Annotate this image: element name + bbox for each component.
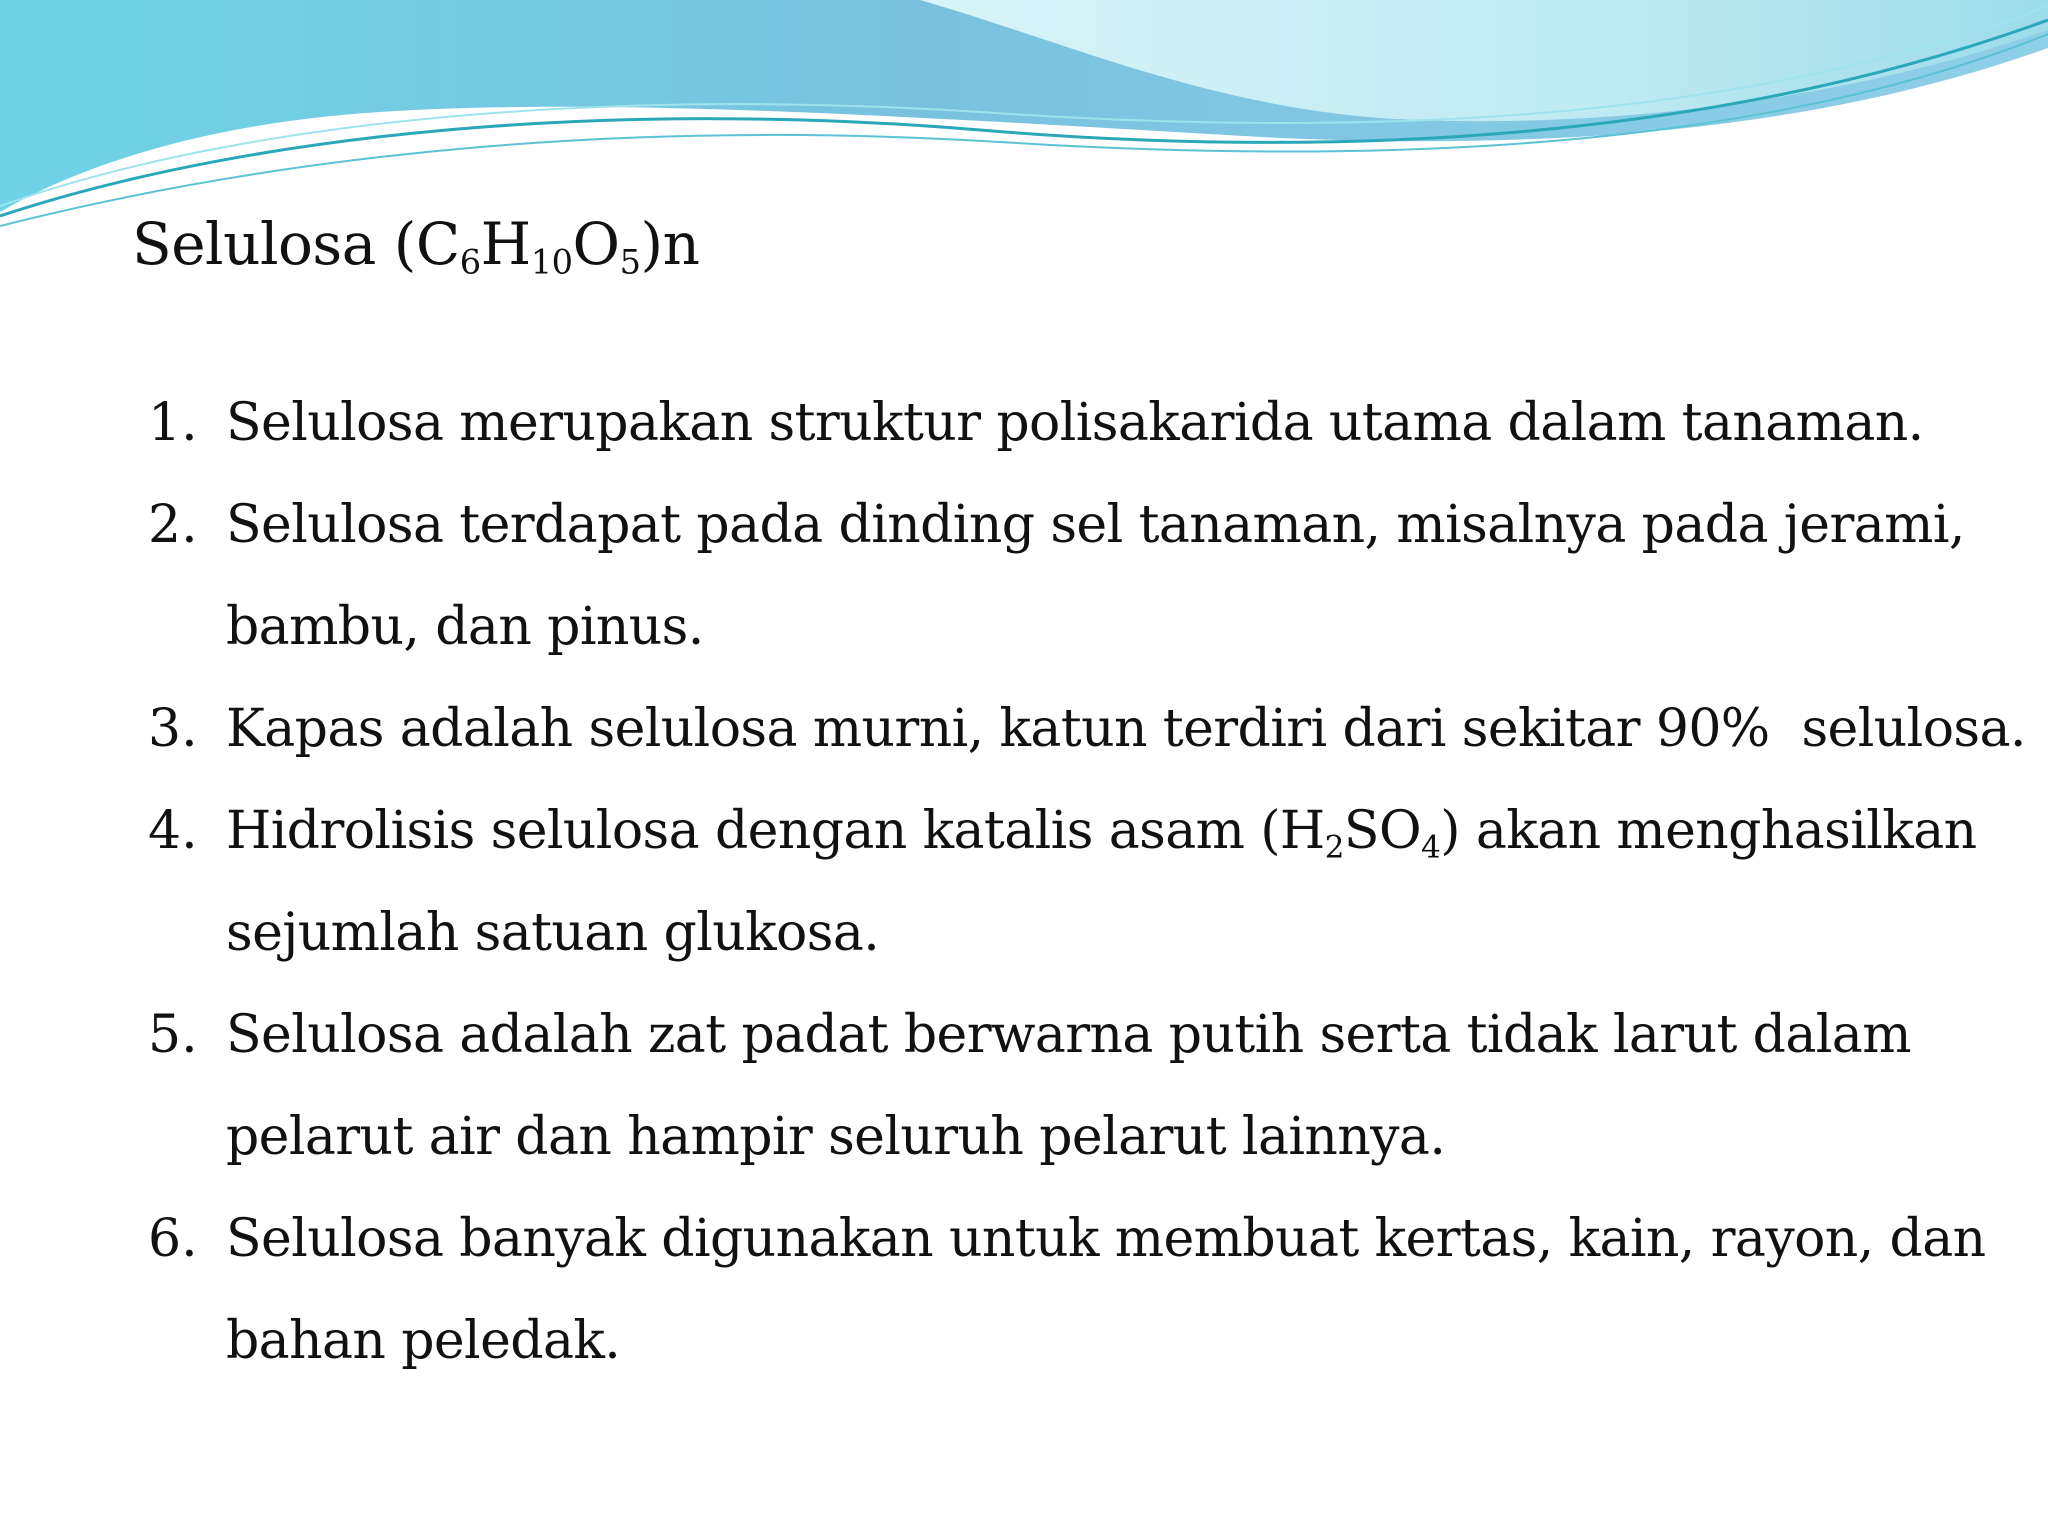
list-text-line: bambu, dan pinus. [226,597,704,657]
list-item [148,678,2026,780]
list-text: Kapas adalah selulosa murni, katun terdiri dari sekitar 90% selulosa. [226,699,2026,759]
list-text-line: Selulosa adalah zat padat berwarna putih serta tidak larut dalam [226,1005,1911,1065]
list-item [148,1188,2008,1392]
title-subscript: 10 [530,242,573,282]
slide-title [132,210,699,280]
list-text-line: sejumlah satuan glukosa. [226,903,880,963]
list-number: 6. [148,1209,198,1269]
list-number: 3. [148,699,198,759]
numbered-list [148,372,2026,1392]
list-text-line: bahan peledak. [226,1311,621,1371]
title-text: O [572,210,620,278]
list-item [148,474,2008,678]
list-item [148,984,2008,1188]
list-text-line: Selulosa banyak digunakan untuk membuat kertas, kain, rayon, dan [226,1209,1986,1269]
title-subscript: 6 [459,242,481,282]
list-number: 4. [148,801,198,861]
list-item [148,372,2008,474]
title-text: Selulosa (C [132,210,460,278]
list-text-line: Selulosa terdapat pada dinding sel tanaman, misalnya pada jerami, [226,495,1965,555]
list-text [226,474,2008,678]
list-text [226,1188,2008,1392]
title-text: )n [640,210,700,278]
list-number: 2. [148,495,198,555]
list-text-part: SO [1343,801,1421,861]
list-text-part: Hidrolisis selulosa dengan katalis asam (H [226,801,1325,861]
list-number: 1. [148,393,198,453]
title-text: H [480,210,531,278]
formula-subscript: 4 [1420,829,1441,866]
header-wave-decoration [0,0,2048,240]
list-number: 5. [148,1005,198,1065]
title-subscript: 5 [619,242,641,282]
list-text [226,984,2008,1188]
formula-subscript: 2 [1324,829,1344,866]
list-text: Selulosa merupakan struktur polisakarida utama dalam tanaman. [226,393,1924,453]
list-text [226,780,2008,984]
list-text-part: ) akan menghasilkan [1440,801,1977,861]
list-item [148,780,2008,984]
list-text-line: pelarut air dan hampir seluruh pelarut lainnya. [226,1107,1446,1167]
